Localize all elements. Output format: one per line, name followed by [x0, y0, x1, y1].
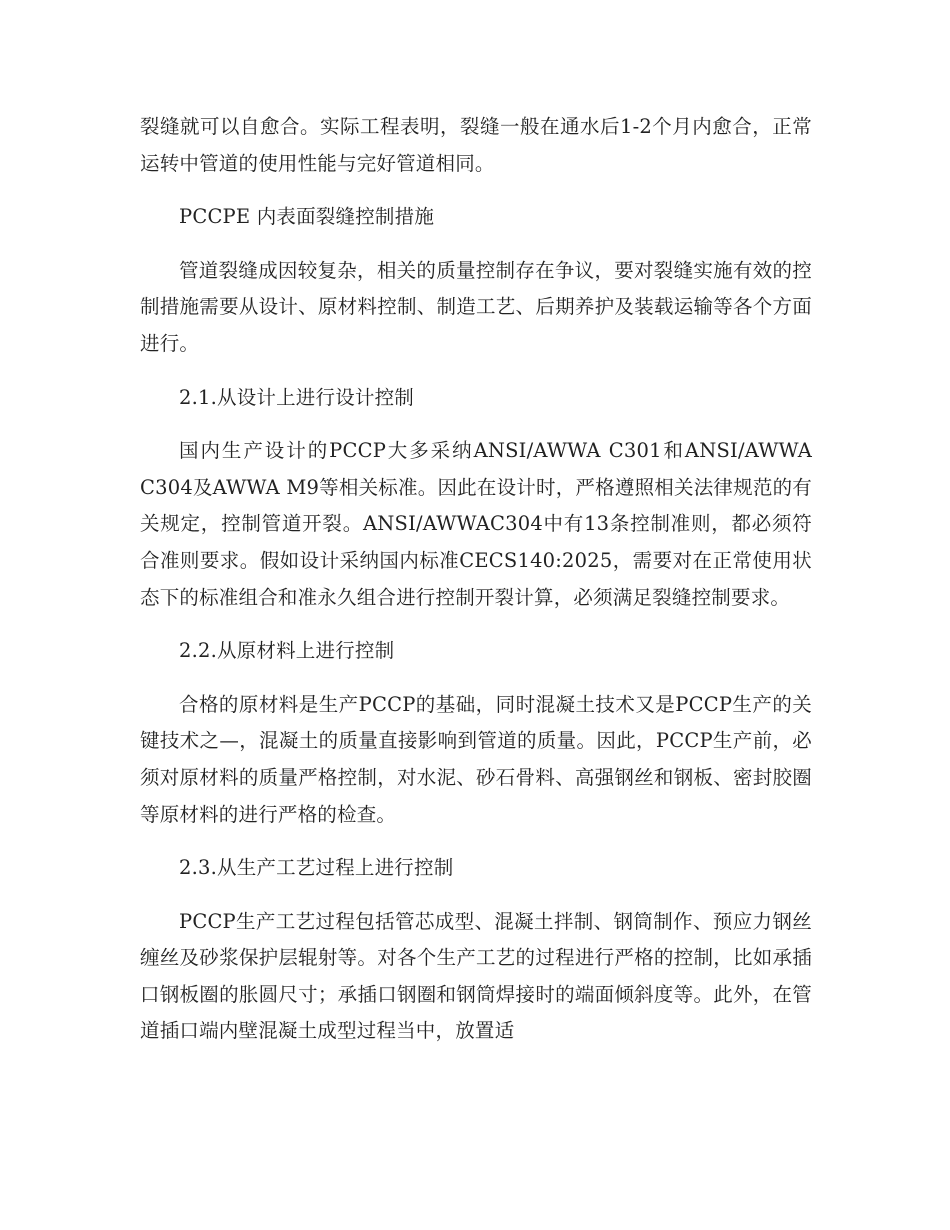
section-heading-2-1-design-control: 2.1.从设计上进行设计控制	[179, 385, 415, 409]
document-body	[140, 109, 812, 1067]
section-heading-inner-surface-crack-control: PCCPE 内表面裂缝控制措施	[179, 205, 435, 229]
body-paragraph-crack-causes: 管道裂缝成因较复杂，相关的质量控制存在争议，要对裂缝实施有效的控制措施需要从设计、原材料控制、制造工艺、后期养护及装载运输等各个方面进行。	[140, 258, 812, 355]
body-paragraph-production-process: PCCP生产工艺过程包括管芯成型、混凝土拌制、钢筒制作、预应力钢丝缠丝及砂浆保护层辊射等。对各个生产工艺的过程进行严格的控制，比如承插口钢板圈的胀圆尺寸；承插口钢圈和钢筒焊接时的端面倾斜度等。此外，在管道插口端内壁混凝土成型过程当中，放置适	[140, 909, 812, 1043]
body-paragraph-raw-materials: 合格的原材料是生产PCCP的基础，同时混凝土技术又是PCCP生产的关键技术之—，混凝土的质量直接影响到管道的质量。因此，PCCP生产前，必须对原材料的质量严格控制，对水泥、砂石骨料、高强钢丝和钢板、密封胶圈等原材料的进行严格的检查。	[140, 692, 812, 826]
section-heading-2-3-process-control: 2.3.从生产工艺过程上进行控制	[179, 856, 454, 880]
body-paragraph-continued: 裂缝就可以自愈合。实际工程表明，裂缝一般在通水后1-2个月内愈合，正常运转中管道的使用性能与完好管道相同。	[140, 115, 812, 175]
body-paragraph-design-standards: 国内生产设计的PCCP大多采纳ANSI/AWWA C301和ANSI/AWWA C304及AWWA M9等相关标准。因此在设计时，严格遵照相关法律规范的有关规定，控制管道开裂。ANSI/AWWAC304中有13条控制准则，都必须符合准则要求。假如设计采纳国内标准CECS140:2025，需要对在正常使用状态下的标准组合和准永久组合进行控制开裂计算，必须满足裂缝控制要求。	[140, 439, 812, 609]
section-heading-2-2-raw-material-control: 2.2.从原材料上进行控制	[179, 639, 395, 663]
